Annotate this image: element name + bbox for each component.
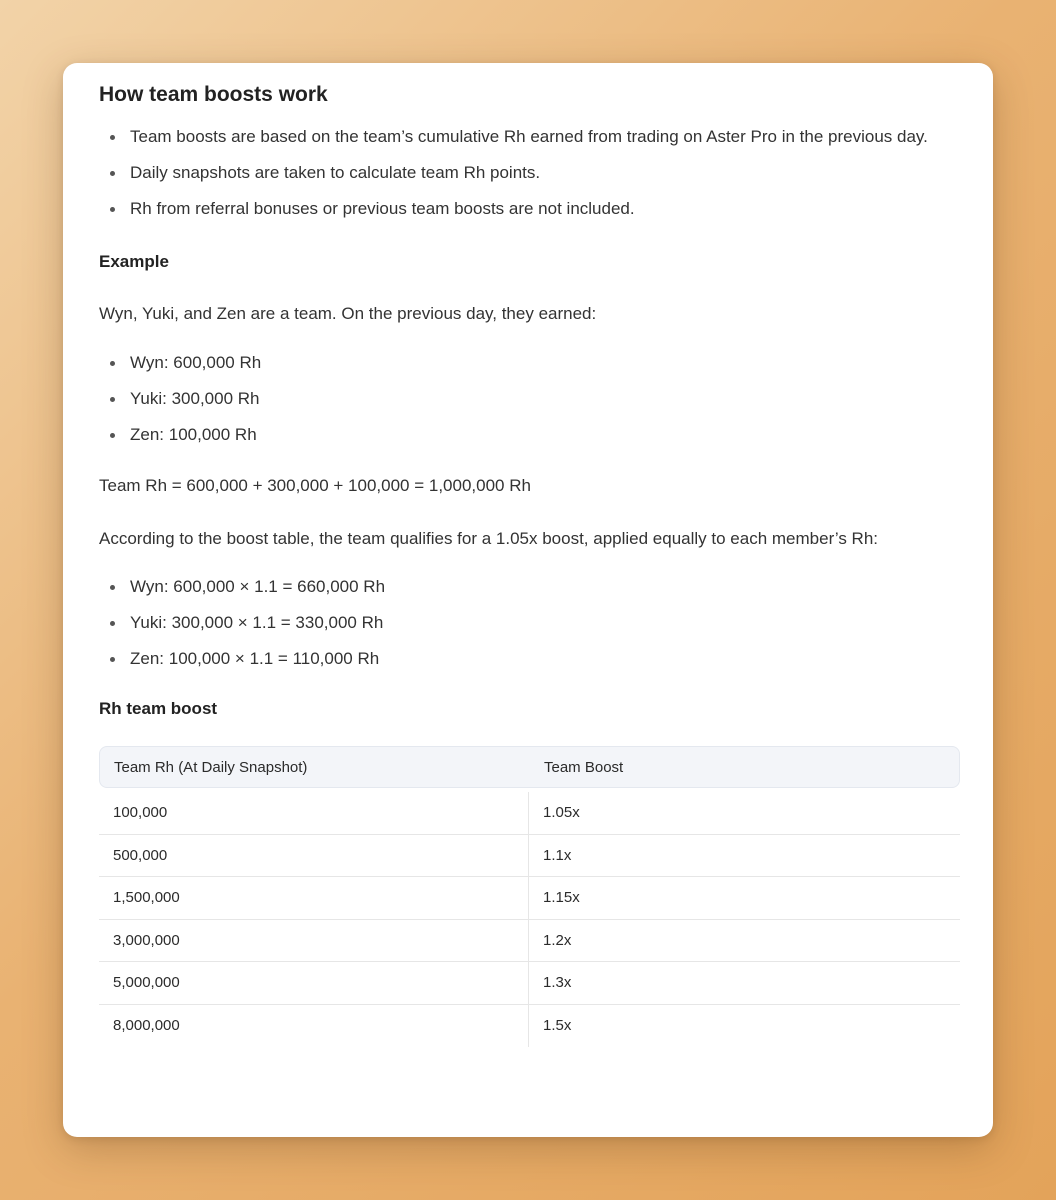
cell-team-rh: 1,500,000 [99, 877, 529, 919]
earnings-list [99, 350, 960, 448]
column-header-team-rh: Team Rh (At Daily Snapshot) [114, 758, 308, 776]
team-boost-card [63, 63, 993, 1137]
cell-team-rh: 100,000 [99, 792, 529, 834]
list-item: Daily snapshots are taken to calculate team Rh points. [99, 160, 960, 186]
list-item: Team boosts are based on the team’s cumulative Rh earned from trading on Aster Pro in the previous day. [99, 124, 960, 150]
list-item: Zen: 100,000 × 1.1 = 110,000 Rh [99, 646, 960, 672]
cell-team-rh: 500,000 [99, 835, 529, 877]
rules-list [99, 124, 960, 222]
list-item: Yuki: 300,000 Rh [99, 386, 960, 412]
cell-team-boost: 1.2x [543, 931, 572, 949]
boosted-list [99, 574, 960, 672]
list-item: Wyn: 600,000 × 1.1 = 660,000 Rh [99, 574, 960, 600]
cell-team-rh: 5,000,000 [99, 962, 529, 1004]
list-item: Yuki: 300,000 × 1.1 = 330,000 Rh [99, 610, 960, 636]
cell-team-boost: 1.5x [543, 1017, 572, 1035]
table-row [99, 877, 960, 920]
table-header [99, 746, 960, 788]
cell-team-rh: 8,000,000 [99, 1005, 529, 1048]
cell-team-boost: 1.3x [543, 974, 572, 992]
cell-team-boost: 1.05x [543, 804, 580, 822]
cell-team-rh: 3,000,000 [99, 920, 529, 962]
table-row [99, 1005, 960, 1048]
example-intro: Wyn, Yuki, and Zen are a team. On the previous day, they earned: [99, 304, 597, 323]
table-row [99, 962, 960, 1005]
boost-explanation: According to the boost table, the team qualifies for a 1.05x boost, applied equally to each member’s Rh: [99, 529, 879, 548]
column-header-team-boost: Team Boost [544, 758, 624, 776]
table-body [99, 792, 960, 1047]
table-row [99, 792, 960, 835]
team-rh-formula: Team Rh = 600,000 + 300,000 + 100,000 = 1,000,000 Rh [99, 476, 531, 495]
list-item: Rh from referral bonuses or previous team boosts are not included. [99, 196, 960, 222]
boost-table [99, 746, 960, 1047]
page-title: How team boosts work [99, 83, 328, 106]
table-row [99, 835, 960, 878]
cell-team-boost: 1.15x [543, 889, 580, 907]
list-item: Wyn: 600,000 Rh [99, 350, 960, 376]
example-heading: Example [99, 252, 169, 271]
cell-team-boost: 1.1x [543, 846, 572, 864]
list-item: Zen: 100,000 Rh [99, 422, 960, 448]
boost-table-heading: Rh team boost [99, 699, 218, 718]
table-row [99, 920, 960, 963]
